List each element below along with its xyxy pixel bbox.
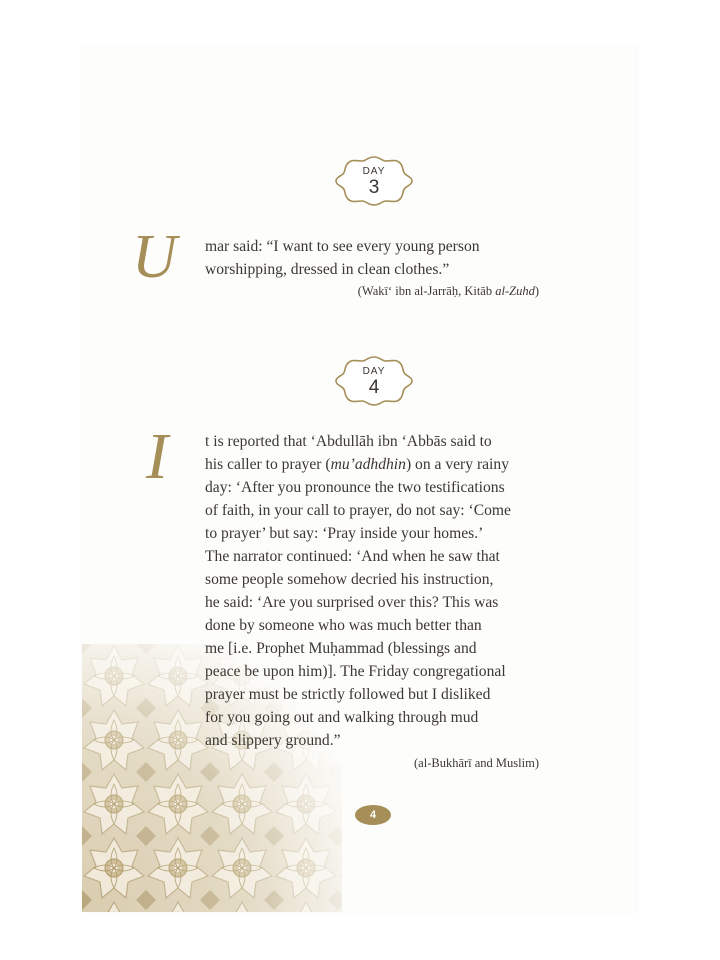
text-line: done by someone who was much better than <box>205 617 482 634</box>
drop-cap: U <box>132 223 177 291</box>
text-line: worshipping, dressed in clean clothes.” <box>205 261 450 278</box>
text-line: t is reported that ‘Abdullāh ibn ‘Abbās said to <box>205 433 492 450</box>
text-line <box>205 453 509 476</box>
text-line: and slippery ground.” <box>205 732 341 749</box>
day-label: DAY <box>362 166 386 177</box>
text-segment: ) on a very rainy <box>405 456 509 473</box>
citation-close: ) <box>534 284 539 298</box>
day-3-badge <box>334 154 414 208</box>
book-page <box>82 44 637 912</box>
drop-cap: I <box>146 420 168 493</box>
text-segment: his caller to prayer ( <box>205 456 331 473</box>
text-line: day: ‘After you pronounce the two testifications <box>205 479 505 496</box>
text-line: me [i.e. Prophet Muḥammad (blessings and <box>205 640 477 657</box>
citation-text: (Wakī‘ ibn al-Jarrāḥ, Kitāb <box>357 284 496 298</box>
page-number: 4 <box>355 805 391 825</box>
text-line: peace be upon him)]. The Friday congregational <box>205 663 506 680</box>
citation: (al-Bukhārī and Muslim) <box>414 756 539 770</box>
text-line: for you going out and walking through mud <box>205 709 479 726</box>
citation <box>358 284 539 299</box>
citation-book-title: al-Zuhd <box>495 284 535 298</box>
day-number: 4 <box>368 377 380 398</box>
text-line: The narrator continued: ‘And when he saw that <box>205 548 500 565</box>
text-line: of faith, in your call to prayer, do not say: ‘Come <box>205 502 511 519</box>
day-number: 3 <box>368 177 380 198</box>
day-label: DAY <box>362 366 386 377</box>
italic-term: mu’adhdhin <box>330 456 406 473</box>
day-4-badge <box>334 354 414 408</box>
text-line: he said: ‘Are you surprised over this? This was <box>205 594 499 611</box>
text-line: to prayer’ but say: ‘Pray inside your homes.’ <box>205 525 484 542</box>
text-line: some people somehow decried his instruction, <box>205 571 494 588</box>
text-line: mar said: “I want to see every young person <box>205 238 480 255</box>
text-line: prayer must be strictly followed but I disliked <box>205 686 491 703</box>
